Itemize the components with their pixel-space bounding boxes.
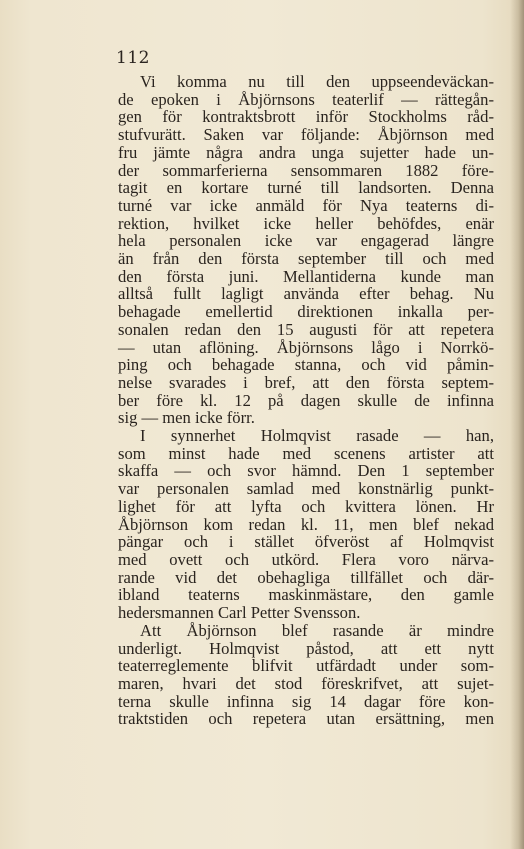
text-line: turné var icke anmäld för Nya teaterns di- [118, 195, 494, 215]
text-line: tagit en kortare turné till landsorten. Denna [118, 178, 494, 198]
text-line: ber före kl. 12 på dagen skulle de infinna [118, 390, 494, 410]
text-line: lighet för att lyfta och kvittera lönen. Hr [118, 496, 494, 516]
text-line: Åbjörnson kom redan kl. 11, men blef nekad [118, 514, 494, 534]
text-line: ibland teaterns maskinmästare, den gamle [118, 585, 494, 605]
text-line: teaterreglemente blifvit utfärdadt under som- [118, 656, 494, 676]
text-line: hela personalen icke var engagerad längre [118, 231, 494, 251]
text-line: som minst hade med scenens artister att [118, 443, 494, 463]
text-line: I synnerhet Holmqvist rasade — han, [140, 426, 494, 446]
text-line: skaffa — och svor hämnd. Den 1 september [118, 461, 494, 481]
text-line: behagade emellertid direktionen inkalla per- [118, 302, 494, 322]
body-text [118, 73, 494, 728]
text-line: var personalen samlad med konstnärlig punkt- [118, 479, 494, 499]
text-line: sonalen redan den 15 augusti för att repetera [118, 319, 494, 339]
text-line: pängar och i stället öfveröst af Holmqvist [118, 532, 494, 552]
text-line: ping och behagade stanna, och vid påmin- [118, 355, 494, 375]
text-line: rande vid det obehagliga tillfället och där- [118, 567, 494, 587]
text-line: traktstiden och repetera utan ersättning, men [118, 709, 494, 729]
text-line: underligt. Holmqvist påstod, att ett nytt [118, 638, 494, 658]
page-number: 112 [116, 48, 150, 68]
text-line: nelse svarades i bref, att den första septem- [118, 372, 494, 392]
text-line: med ovett och utkörd. Flera voro närva- [118, 549, 494, 569]
text-line: de epoken i Åbjörnsons teaterlif — rättegån- [118, 89, 494, 109]
text-line: sig — men icke förr. [118, 408, 255, 428]
text-line: rektion, hvilket icke heller behöfdes, enär [118, 213, 494, 233]
text-line: alltså fullt lagligt använda efter behag. Nu [118, 284, 494, 304]
text-line: der sommarferierna sensommaren 1882 före- [118, 160, 494, 180]
text-line: maren, hvari det stod föreskrifvet, att sujet- [118, 673, 494, 693]
text-line: Vi komma nu till den uppseendeväckan- [140, 72, 494, 91]
text-line: — utan aflöning. Åbjörnsons lågo i Norrkö- [118, 337, 494, 357]
text-line: än från den första september till och med [118, 249, 494, 269]
text-line: gen för kontraktsbrott inför Stockholms råd- [118, 107, 494, 127]
page-edge-shadow [510, 0, 524, 849]
text-line: Att Åbjörnson blef rasande är mindre [140, 620, 494, 640]
text-line: stufvurätt. Saken var följande: Åbjörnson med [118, 125, 494, 145]
text-line: hedersmannen Carl Petter Svensson. [118, 603, 361, 623]
text-line: fru jämte några andra unga sujetter hade un- [118, 142, 494, 162]
text-line: terna skulle infinna sig 14 dagar före kon- [118, 691, 494, 711]
text-line: den första juni. Mellantiderna kunde man [118, 266, 494, 286]
